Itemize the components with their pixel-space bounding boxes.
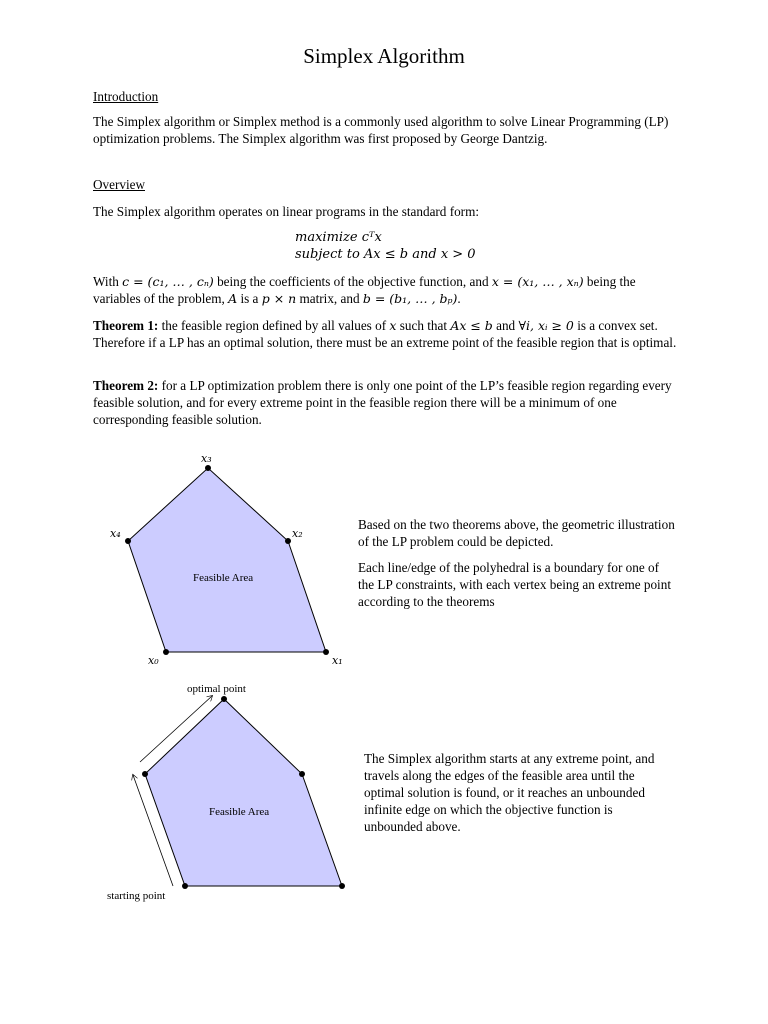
introduction-heading: Introduction: [93, 89, 159, 104]
vertex-right: [299, 771, 305, 777]
text-fragment: being the coefficients of the objective function, and: [217, 274, 489, 289]
vertex-left: [142, 771, 148, 777]
figure-1-caption: [358, 516, 678, 619]
label-x1: x₁: [332, 654, 343, 667]
vertex-x0: [163, 649, 169, 655]
theorem-1-label: Theorem 1:: [93, 318, 159, 333]
vertex-x3: [205, 465, 211, 471]
label-x0: x₀: [148, 654, 159, 667]
math-c-vector: c = (c₁, … , cₙ): [122, 274, 214, 289]
vertex-bottom-right: [339, 883, 345, 889]
page-title: Simplex Algorithm: [303, 44, 465, 68]
optimal-point-label: optimal point: [187, 683, 246, 695]
text-fragment: matrix, and: [299, 291, 360, 306]
label-x4: x₄: [110, 527, 121, 540]
feasible-area-label-1: Feasible Area: [193, 572, 254, 584]
caption-paragraph: Based on the two theorems above, the geometric illustration of the LP problem could be depicted.: [358, 517, 675, 549]
formula-objective: maximize cᵀx: [295, 230, 382, 245]
math-forall: ∀i, xᵢ ≥ 0: [518, 318, 574, 333]
introduction-text: The Simplex algorithm or Simplex method is a commonly used algorithm to solve Linear Programming (LP) optimization problems. The Simplex algorithm was first proposed by George Dantzig.: [93, 114, 669, 146]
formula-constraints: subject to Ax ≤ b and x > 0: [295, 247, 476, 262]
vertex-optimal: [221, 696, 227, 702]
overview-intro: The Simplex algorithm operates on linear programs in the standard form:: [93, 204, 479, 219]
text-fragment: for a LP optimization problem there is only one point of the LP’s feasible region regarding every feasible solution, and for every extreme point in the feasible region there will be a minimum of one corresponding feasible solution.: [93, 378, 672, 427]
text-fragment: is a convex set. Therefore if a LP has an optimal solution, there must be an extreme point of the feasible region that is optimal.: [93, 318, 677, 350]
vertex-x4: [125, 538, 131, 544]
vertex-x1: [323, 649, 329, 655]
math-x-vector: x = (x₁, … , xₙ): [491, 274, 584, 289]
math-x: x: [389, 318, 397, 333]
text-fragment: being the variables of the problem,: [93, 274, 636, 306]
figure-2-caption: [364, 750, 674, 844]
text-fragment: With: [93, 274, 119, 289]
feasible-area-label-2: Feasible Area: [209, 806, 270, 818]
text-fragment: and: [496, 318, 516, 333]
label-x2: x₂: [292, 527, 303, 540]
math-b-vector: b = (b₁, … , bₚ): [362, 291, 458, 306]
label-x3: x₃: [201, 452, 212, 465]
vertex-start: [182, 883, 188, 889]
vertex-x2: [285, 538, 291, 544]
starting-point-label: starting point: [107, 890, 166, 902]
text-fragment: is a: [240, 291, 259, 306]
caption-paragraph: Each line/edge of the polyhedral is a boundary for one of the LP constraints, with each vertex being an extreme point according to the theorems: [358, 560, 671, 609]
text-fragment: .: [457, 291, 461, 306]
caption-paragraph: The Simplex algorithm starts at any extreme point, and travels along the edges of the feasible area until the optimal solution is found, or it reaches an unbounded infinite edge on which the objective function is unbounded above.: [364, 751, 655, 834]
math-ax-le-b: Ax ≤ b: [450, 318, 493, 333]
math-a-matrix: A: [228, 291, 238, 306]
feasible-area-polygon-2: [145, 699, 342, 886]
theorem-2-label: Theorem 2:: [93, 378, 159, 393]
feasible-area-polygon-1: [128, 468, 326, 652]
text-fragment: such that: [399, 318, 448, 333]
overview-heading: Overview: [93, 177, 145, 192]
text-fragment: the feasible region defined by all values of: [161, 318, 387, 333]
math-pn: p × n: [261, 291, 297, 306]
